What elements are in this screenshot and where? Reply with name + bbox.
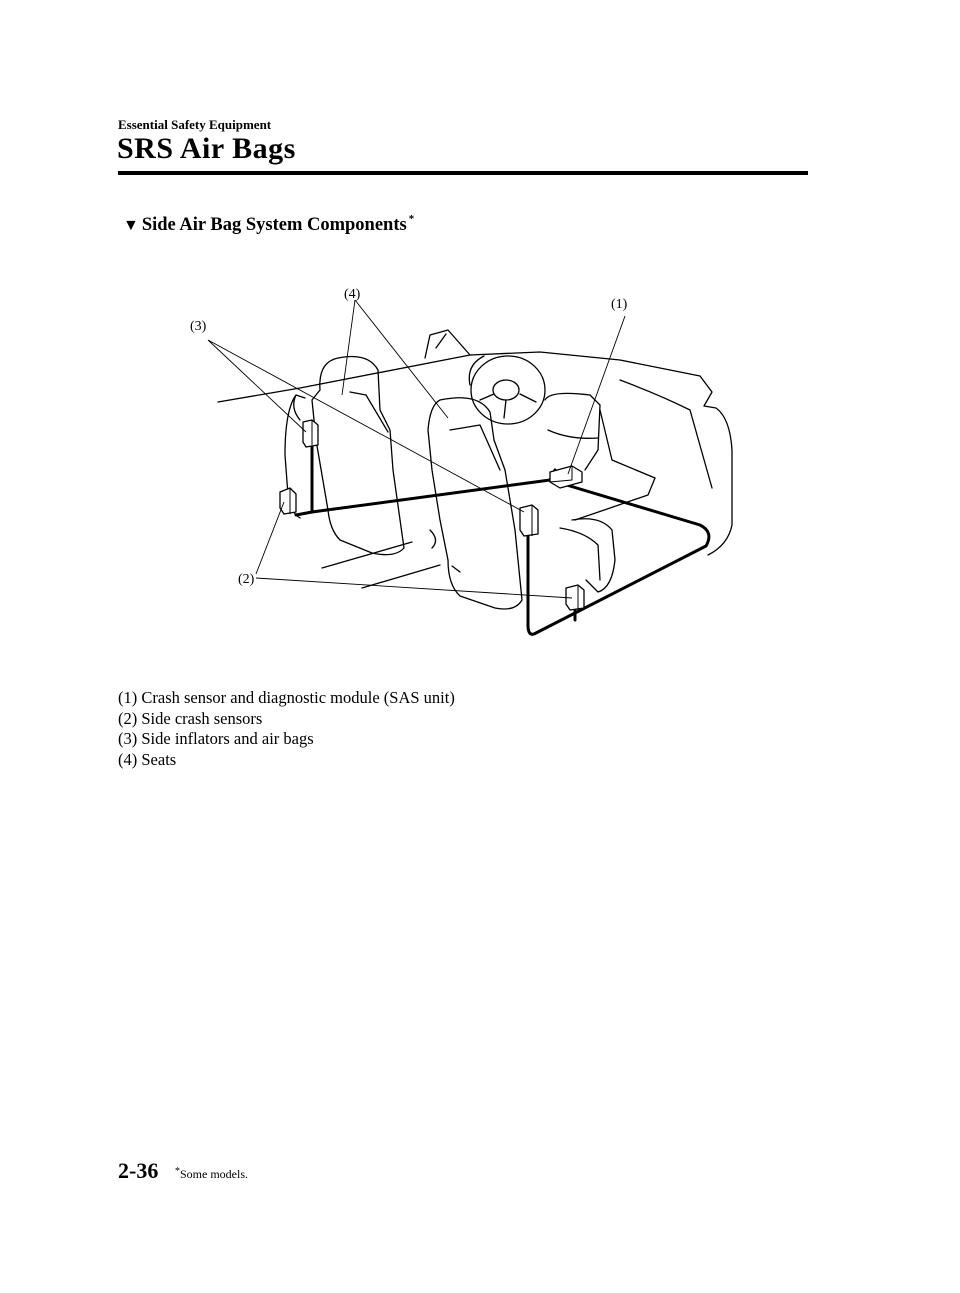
component-legend (118, 688, 455, 770)
wiring-harness (296, 445, 709, 634)
windshield-pillar (425, 330, 470, 358)
section-marker-icon: ▼ (123, 217, 139, 234)
callout-3: (3) (190, 319, 207, 334)
callout-1: (1) (611, 297, 628, 312)
legend-item: (1) Crash sensor and diagnostic module (SAS unit) (118, 688, 455, 707)
asterisk-icon: * (408, 213, 415, 225)
front-seat-cushion (572, 519, 615, 592)
rear-side-inflator (303, 420, 318, 447)
rear-seat (312, 357, 404, 555)
dashboard-outline (218, 352, 732, 555)
footnote-text: Some models. (180, 1167, 248, 1181)
legend-item: (3) Side inflators and air bags (118, 729, 314, 748)
callout-4: (4) (344, 287, 361, 302)
asterisk-icon: * (175, 1166, 180, 1177)
page-title: SRS Air Bags (117, 132, 296, 165)
rear-side-crash-sensor (280, 488, 296, 514)
footnote (175, 1166, 248, 1182)
chapter-title: Essential Safety Equipment (118, 117, 272, 132)
section-heading-text: Side Air Bag System Components (141, 215, 407, 235)
rear-seat-cushion (294, 395, 305, 420)
leader-4 (342, 300, 448, 418)
legend-item: (2) Side crash sensors (118, 708, 263, 728)
leader-1 (568, 316, 625, 474)
page-number: 2-36 (118, 1158, 159, 1183)
steering-wheel (471, 356, 545, 424)
callout-2: (2) (238, 572, 255, 587)
legend-item: (4) Seats (118, 749, 177, 769)
front-side-inflator (520, 505, 538, 536)
